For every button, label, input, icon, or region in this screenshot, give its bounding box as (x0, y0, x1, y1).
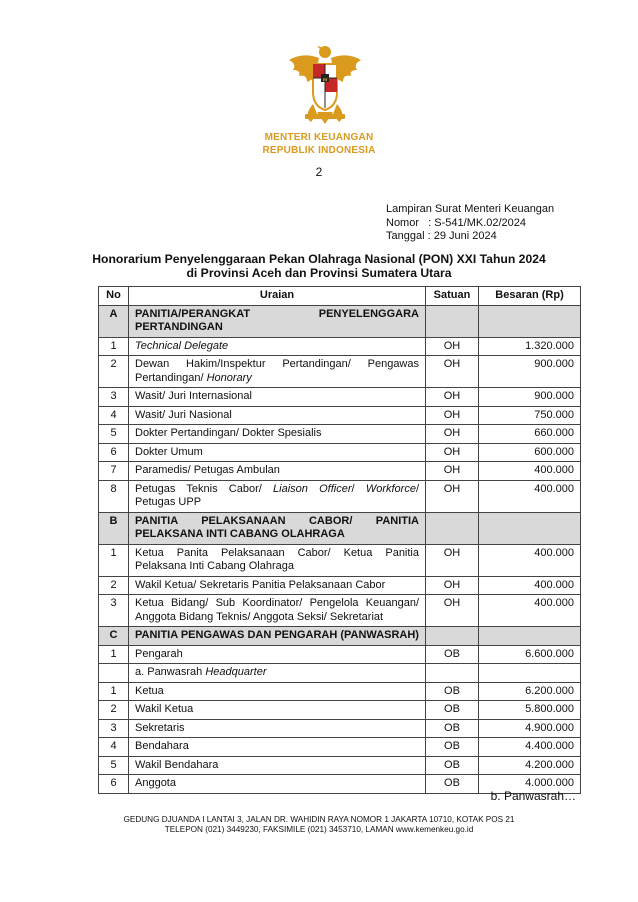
table-body (99, 305, 581, 793)
title-line-2: di Provinsi Aceh dan Provinsi Sumatera Utara (186, 266, 452, 280)
page-number: 2 (315, 165, 323, 179)
cell-no: A (99, 305, 129, 337)
uraian-text: Wakil Bendahara (135, 758, 219, 771)
uraian-text: Wakil Ketua/ Sekretaris Panitia Pelaksanaan Cabor (135, 578, 386, 591)
cell-uraian (129, 595, 426, 627)
cell-no: C (99, 627, 129, 646)
table-row (99, 406, 581, 425)
cell-satuan: OB (426, 701, 479, 720)
uraian-text: Petugas Teknis Cabor/ (135, 482, 274, 495)
cell-satuan: OH (426, 462, 479, 481)
uraian-text: / (351, 482, 366, 495)
table-row (99, 645, 581, 664)
cell-satuan: OB (426, 682, 479, 701)
cell-besaran: 750.000 (479, 406, 581, 425)
cell-no: 1 (99, 337, 129, 356)
cell-uraian (129, 462, 426, 481)
cell-satuan: OB (426, 756, 479, 775)
cell-satuan: OB (426, 775, 479, 794)
uraian-text: PANITIA PELAKSANAAN CABOR/ PANITIA PELAKSANA INTI CABANG OLAHRAGA (135, 514, 419, 540)
uraian-text: a. Panwasrah (135, 666, 206, 678)
uraian-text: Headquarter (205, 666, 267, 678)
cell-no: 4 (99, 738, 129, 757)
cell-satuan: OH (426, 443, 479, 462)
continuation-note: b. Panwasrah… (490, 789, 576, 803)
cell-besaran: 400.000 (479, 480, 581, 512)
footer-address (0, 815, 638, 835)
cell-besaran: 4.200.000 (479, 756, 581, 775)
section-row (99, 305, 581, 337)
uraian-text: Wakil Ketua (135, 703, 194, 715)
cell-no: 2 (99, 701, 129, 720)
cell-uraian (129, 627, 426, 646)
cell-no: 2 (99, 356, 129, 388)
cell-uraian (129, 406, 426, 425)
cell-uraian (129, 512, 426, 544)
cell-besaran: 4.000.000 (479, 775, 581, 794)
cell-uraian (129, 756, 426, 775)
cell-besaran: 4.400.000 (479, 738, 581, 757)
uraian-text: Wasit/ Juri Internasional (135, 390, 252, 402)
cell-besaran: 900.000 (479, 356, 581, 388)
cell-satuan: OH (426, 595, 479, 627)
table-row (99, 480, 581, 512)
table-row (99, 682, 581, 701)
cell-uraian (129, 701, 426, 720)
garuda-emblem-logo (283, 42, 367, 126)
uraian-text: Sekretaris (135, 721, 185, 734)
cell-besaran: 660.000 (479, 425, 581, 444)
cell-uraian (129, 544, 426, 576)
uraian-text: / Petugas UPP (135, 482, 419, 508)
cell-satuan (426, 627, 479, 646)
cell-no (99, 664, 129, 683)
honorarium-table (98, 286, 581, 794)
cell-uraian (129, 425, 426, 444)
uraian-text: Anggota (135, 777, 176, 789)
cell-no: 1 (99, 682, 129, 701)
cell-no: 6 (99, 775, 129, 794)
cell-satuan (426, 664, 479, 683)
footer-line-2: TELEPON (021) 3449230, FAKSIMILE (021) 3453710, LAMAN www.kemenkeu.go.id (164, 825, 474, 834)
uraian-text: Ketua Bidang/ Sub Koordinator/ Pengelola Keuangan/ Anggota Bidang Teknis/ Anggota Seksi/ Sekretariat (135, 597, 419, 623)
header-satuan: Satuan (426, 287, 479, 306)
cell-besaran: 400.000 (479, 576, 581, 595)
uraian-text: Bendahara (135, 740, 189, 752)
cell-satuan: OH (426, 356, 479, 388)
cell-uraian (129, 337, 426, 356)
cell-no: 3 (99, 719, 129, 738)
uraian-text: Dewan Hakim/Inspektur Pertandingan/ Pengawas Pertandingan/ (135, 358, 419, 384)
cell-uraian (129, 443, 426, 462)
cell-no: 5 (99, 425, 129, 444)
cell-no: B (99, 512, 129, 544)
cell-satuan: OH (426, 425, 479, 444)
uraian-text: Liaison Officer (273, 482, 352, 495)
ministry-name: MENTERI KEUANGAN (264, 132, 374, 143)
table-row (99, 738, 581, 757)
cell-besaran: 400.000 (479, 544, 581, 576)
uraian-text: PANITIA PENGAWAS DAN PENGARAH (PANWASRAH) (135, 629, 419, 641)
section-row (99, 627, 581, 646)
cell-satuan: OH (426, 337, 479, 356)
cell-uraian (129, 576, 426, 595)
cell-satuan: OB (426, 738, 479, 757)
cell-no: 3 (99, 388, 129, 407)
cell-besaran (479, 627, 581, 646)
cell-uraian (129, 305, 426, 337)
cell-no: 8 (99, 480, 129, 512)
cell-uraian (129, 480, 426, 512)
reference-date: Tanggal : 29 Juni 2024 (386, 230, 497, 242)
uraian-text: Pengarah (135, 647, 183, 660)
table-row (99, 356, 581, 388)
cell-uraian (129, 664, 426, 683)
cell-uraian (129, 682, 426, 701)
country-name: REPUBLIK INDONESIA (262, 145, 376, 156)
uraian-text: Dokter Pertandingan/ Dokter Spesialis (135, 427, 322, 439)
table-row (99, 443, 581, 462)
cell-satuan: OH (426, 480, 479, 512)
table-row (99, 664, 581, 683)
reference-number: Nomor : S-541/MK.02/2024 (386, 216, 527, 229)
letter-reference (386, 203, 554, 244)
cell-no: 2 (99, 576, 129, 595)
cell-no: 1 (99, 544, 129, 576)
cell-no: 1 (99, 645, 129, 664)
cell-uraian (129, 738, 426, 757)
table-row (99, 595, 581, 627)
table-header-row (99, 287, 581, 306)
cell-satuan: OB (426, 719, 479, 738)
table-row (99, 425, 581, 444)
cell-besaran (479, 512, 581, 544)
cell-uraian (129, 356, 426, 388)
cell-besaran (479, 664, 581, 683)
table-row (99, 719, 581, 738)
cell-besaran: 900.000 (479, 388, 581, 407)
uraian-text: Dokter Umum (135, 445, 203, 458)
table-row (99, 388, 581, 407)
cell-satuan (426, 305, 479, 337)
cell-no: 5 (99, 756, 129, 775)
uraian-text: Ketua (135, 684, 164, 697)
section-row (99, 512, 581, 544)
cell-uraian (129, 775, 426, 794)
uraian-text: Technical Delegate (135, 339, 229, 352)
header-besaran: Besaran (Rp) (479, 287, 581, 306)
cell-satuan: OH (426, 576, 479, 595)
cell-satuan (426, 512, 479, 544)
table-row (99, 462, 581, 481)
cell-besaran: 1.320.000 (479, 337, 581, 356)
footer-line-1: GEDUNG DJUANDA I LANTAI 3, JALAN DR. WAHIDIN RAYA NOMOR 1 JAKARTA 10710, KOTAK POS 21 (123, 815, 515, 824)
cell-besaran: 5.800.000 (479, 701, 581, 720)
cell-uraian (129, 388, 426, 407)
cell-no: 7 (99, 462, 129, 481)
uraian-text: Paramedis/ Petugas Ambulan (135, 464, 280, 476)
uraian-text: Workforce (365, 482, 416, 495)
cell-satuan: OH (426, 388, 479, 407)
uraian-text: Ketua Panita Pelaksanaan Cabor/ Ketua Panitia Pelaksana Inti Cabang Olahraga (135, 546, 419, 572)
cell-satuan: OB (426, 645, 479, 664)
cell-besaran: 4.900.000 (479, 719, 581, 738)
cell-besaran: 6.600.000 (479, 645, 581, 664)
cell-besaran: 400.000 (479, 595, 581, 627)
title-line-1: Honorarium Penyelenggaraan Pekan Olahraga Nasional (PON) XXI Tahun 2024 (92, 252, 546, 266)
cell-besaran: 6.200.000 (479, 682, 581, 701)
cell-satuan: OH (426, 544, 479, 576)
header-no: No (99, 287, 129, 306)
uraian-text: Honorary (206, 371, 252, 384)
document-title (0, 252, 638, 280)
table-row (99, 701, 581, 720)
header-uraian: Uraian (129, 287, 426, 306)
table-row (99, 337, 581, 356)
table-row (99, 576, 581, 595)
table-row (99, 756, 581, 775)
cell-besaran: 400.000 (479, 462, 581, 481)
table-row (99, 544, 581, 576)
cell-no: 4 (99, 406, 129, 425)
uraian-text: Wasit/ Juri Nasional (135, 408, 232, 421)
cell-uraian (129, 645, 426, 664)
reference-title: Lampiran Surat Menteri Keuangan (386, 203, 555, 215)
cell-no: 3 (99, 595, 129, 627)
uraian-text: PANITIA/PERANGKAT PENYELENGGARA PERTANDINGAN (135, 307, 419, 333)
cell-besaran (479, 305, 581, 337)
cell-no: 6 (99, 443, 129, 462)
cell-uraian (129, 719, 426, 738)
cell-satuan: OH (426, 406, 479, 425)
cell-besaran: 600.000 (479, 443, 581, 462)
